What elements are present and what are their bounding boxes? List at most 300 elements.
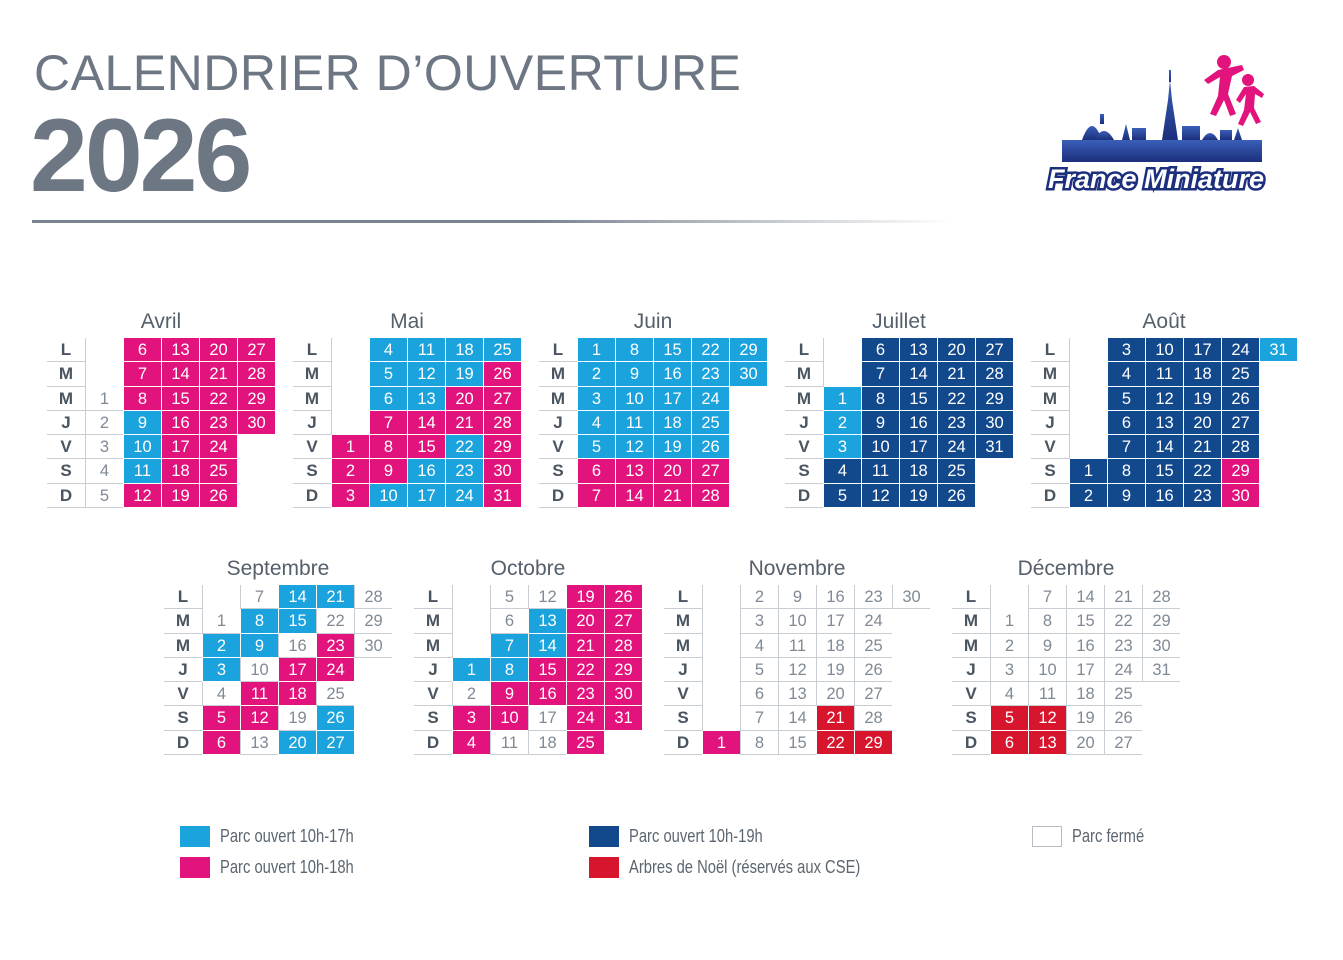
day-open-10h-18h: 24 [566, 706, 604, 730]
day-closed: 28 [1142, 585, 1180, 609]
weekday-row [664, 609, 930, 633]
weekday-row [164, 634, 392, 658]
day-closed: 30 [1142, 634, 1180, 658]
day-open-10h-18h: 9 [369, 459, 407, 483]
day-open-10h-19h: 11 [1145, 362, 1183, 386]
weekday-label: S [1031, 459, 1069, 483]
day-open-10h-17h: 11 [615, 411, 653, 435]
weekday-row [785, 387, 1013, 411]
month-grid [539, 338, 767, 508]
day-open-10h-17h: 2 [823, 411, 861, 435]
weekday-label: S [785, 459, 823, 483]
day-open-10h-18h: 30 [604, 682, 642, 706]
empty-cell [892, 634, 930, 658]
page-title: CALENDRIER D’OUVERTURE [34, 45, 742, 101]
day-open-10h-18h: 15 [161, 387, 199, 411]
weekday-label: D [664, 731, 702, 755]
day-closed: 19 [1066, 706, 1104, 730]
day-open-10h-18h: 21 [653, 484, 691, 508]
day-open-10h-19h: 24 [1221, 338, 1259, 362]
legend-item-10h-17h [180, 826, 383, 847]
weekday-row [47, 338, 275, 362]
day-open-10h-17h: 1 [577, 338, 615, 362]
day-closed: 11 [490, 731, 528, 755]
legend-swatch [589, 857, 619, 878]
day-open-10h-19h: 20 [1183, 411, 1221, 435]
day-open-10h-18h: 27 [604, 609, 642, 633]
day-open-10h-18h: 14 [615, 484, 653, 508]
day-open-10h-18h: 3 [331, 484, 369, 508]
day-open-10h-19h: 14 [1145, 435, 1183, 459]
day-open-10h-18h: 22 [566, 658, 604, 682]
day-open-10h-17h: 8 [490, 658, 528, 682]
day-closed: 10 [778, 609, 816, 633]
weekday-row [1031, 362, 1297, 386]
weekday-label: V [1031, 435, 1069, 459]
day-open-10h-19h: 7 [1107, 435, 1145, 459]
weekday-label: M [952, 609, 990, 633]
day-open-10h-18h: 3 [452, 706, 490, 730]
day-open-10h-17h: 11 [407, 338, 445, 362]
weekday-row [1031, 484, 1297, 508]
weekday-label: L [1031, 338, 1069, 362]
day-open-10h-19h: 21 [937, 362, 975, 386]
day-arbres-de-noel: 6 [990, 731, 1028, 755]
legend-label: Parc ouvert 10h-19h [629, 826, 763, 846]
weekday-row [293, 387, 521, 411]
weekday-label: L [952, 585, 990, 609]
day-closed: 18 [1066, 682, 1104, 706]
day-open-10h-18h: 7 [123, 362, 161, 386]
day-open-10h-19h: 19 [899, 484, 937, 508]
day-open-10h-17h: 23 [691, 362, 729, 386]
day-closed: 16 [816, 585, 854, 609]
legend-swatch [1032, 826, 1062, 847]
legend-item-10h-18h [180, 857, 383, 878]
day-open-10h-18h: 16 [161, 411, 199, 435]
day-open-10h-18h: 26 [483, 362, 521, 386]
day-open-10h-18h: 16 [528, 682, 566, 706]
legend-item-10h-19h [589, 826, 792, 847]
day-open-10h-18h: 25 [566, 731, 604, 755]
weekday-row [785, 411, 1013, 435]
empty-cell [702, 706, 740, 730]
weekday-row [414, 682, 642, 706]
weekday-label: S [47, 459, 85, 483]
day-open-10h-19h: 3 [1107, 338, 1145, 362]
weekday-label: V [164, 682, 202, 706]
day-open-10h-17h: 8 [240, 609, 278, 633]
day-open-10h-17h: 26 [316, 706, 354, 730]
weekday-label: M [293, 387, 331, 411]
month-grid [414, 585, 642, 755]
day-open-10h-17h: 17 [653, 387, 691, 411]
empty-cell [729, 459, 767, 483]
empty-cell [892, 658, 930, 682]
weekday-row [1031, 411, 1297, 435]
day-open-10h-17h: 6 [369, 387, 407, 411]
empty-cell [1259, 459, 1297, 483]
day-open-10h-18h: 29 [483, 435, 521, 459]
weekday-row [785, 484, 1013, 508]
day-open-10h-19h: 25 [937, 459, 975, 483]
day-open-10h-19h: 23 [937, 411, 975, 435]
calendar-year: 2026 [30, 98, 250, 214]
legend-label: Parc ouvert 10h-18h [220, 857, 354, 877]
day-open-10h-19h: 10 [1145, 338, 1183, 362]
day-closed: 3 [740, 609, 778, 633]
day-closed: 3 [990, 658, 1028, 682]
day-open-10h-17h: 19 [653, 435, 691, 459]
day-open-10h-19h: 17 [1183, 338, 1221, 362]
day-open-10h-19h: 2 [1069, 484, 1107, 508]
day-open-10h-18h: 24 [316, 658, 354, 682]
weekday-row [1031, 459, 1297, 483]
day-open-10h-19h: 15 [1145, 459, 1183, 483]
day-closed: 2 [740, 585, 778, 609]
day-closed: 21 [1104, 585, 1142, 609]
weekday-row [539, 435, 767, 459]
weekday-label: M [414, 634, 452, 658]
weekday-row [164, 706, 392, 730]
empty-cell [702, 682, 740, 706]
day-closed: 10 [1028, 658, 1066, 682]
day-open-10h-18h: 27 [483, 387, 521, 411]
empty-cell [237, 435, 275, 459]
day-closed: 10 [240, 658, 278, 682]
day-closed: 18 [816, 634, 854, 658]
day-open-10h-18h: 27 [237, 338, 275, 362]
day-open-10h-17h: 7 [490, 634, 528, 658]
weekday-row [47, 387, 275, 411]
day-open-10h-18h: 5 [202, 706, 240, 730]
day-open-10h-18h: 28 [483, 411, 521, 435]
day-open-10h-19h: 24 [937, 435, 975, 459]
month-grid [47, 338, 275, 508]
day-closed: 16 [1066, 634, 1104, 658]
weekday-row [785, 338, 1013, 362]
day-closed: 5 [85, 484, 123, 508]
day-open-10h-19h: 10 [861, 435, 899, 459]
weekday-label: L [414, 585, 452, 609]
weekday-row [47, 484, 275, 508]
day-open-10h-19h: 31 [975, 435, 1013, 459]
day-open-10h-19h: 5 [1107, 387, 1145, 411]
day-closed: 4 [85, 459, 123, 483]
day-open-10h-19h: 20 [937, 338, 975, 362]
day-closed: 8 [740, 731, 778, 755]
empty-cell [354, 706, 392, 730]
day-closed: 14 [1066, 585, 1104, 609]
logo-text: France Miniature [1047, 164, 1265, 194]
day-open-10h-17h: 10 [615, 387, 653, 411]
empty-cell [452, 585, 490, 609]
empty-cell [892, 609, 930, 633]
empty-cell [354, 658, 392, 682]
weekday-row [293, 435, 521, 459]
empty-cell [452, 634, 490, 658]
day-open-10h-19h: 22 [937, 387, 975, 411]
weekday-label: L [164, 585, 202, 609]
day-closed: 29 [1142, 609, 1180, 633]
day-open-10h-18h: 30 [1221, 484, 1259, 508]
day-open-10h-19h: 21 [1183, 435, 1221, 459]
day-open-10h-19h: 22 [1183, 459, 1221, 483]
day-open-10h-17h: 12 [615, 435, 653, 459]
day-open-10h-17h: 22 [445, 435, 483, 459]
day-closed: 3 [85, 435, 123, 459]
empty-cell [1259, 362, 1297, 386]
legend-swatch [180, 826, 210, 847]
day-open-10h-18h: 22 [199, 387, 237, 411]
weekday-label: J [952, 658, 990, 682]
day-open-10h-19h: 8 [861, 387, 899, 411]
day-closed: 15 [778, 731, 816, 755]
title-divider [32, 220, 952, 223]
weekday-row [952, 634, 1180, 658]
day-open-10h-18h: 31 [604, 706, 642, 730]
day-open-10h-19h: 23 [1183, 484, 1221, 508]
day-open-10h-17h: 17 [407, 484, 445, 508]
month-name: Avril [140, 310, 182, 333]
weekday-label: V [539, 435, 577, 459]
day-open-10h-18h: 23 [316, 634, 354, 658]
day-open-10h-18h: 6 [202, 731, 240, 755]
day-open-10h-19h: 19 [1183, 387, 1221, 411]
day-open-10h-18h: 26 [604, 585, 642, 609]
weekday-row [293, 362, 521, 386]
empty-cell [1142, 731, 1180, 755]
day-closed: 1 [202, 609, 240, 633]
weekday-row [164, 585, 392, 609]
month-grid [664, 585, 930, 755]
day-open-10h-19h: 13 [1145, 411, 1183, 435]
empty-cell [331, 411, 369, 435]
day-open-10h-19h: 8 [1107, 459, 1145, 483]
day-open-10h-17h: 2 [577, 362, 615, 386]
empty-cell [702, 609, 740, 633]
weekday-row [664, 731, 930, 755]
weekday-label: V [952, 682, 990, 706]
weekday-label: J [47, 411, 85, 435]
weekday-label: V [785, 435, 823, 459]
day-open-10h-19h: 16 [1145, 484, 1183, 508]
weekday-label: J [664, 658, 702, 682]
day-open-10h-18h: 23 [199, 411, 237, 435]
day-open-10h-17h: 15 [653, 338, 691, 362]
weekday-label: V [664, 682, 702, 706]
weekday-row [293, 411, 521, 435]
day-closed: 26 [1104, 706, 1142, 730]
month-name: Juin [633, 310, 673, 333]
weekday-row [785, 362, 1013, 386]
day-open-10h-17h: 27 [316, 731, 354, 755]
weekday-row [539, 411, 767, 435]
day-closed: 12 [528, 585, 566, 609]
day-open-10h-19h: 27 [1221, 411, 1259, 435]
day-open-10h-17h: 14 [528, 634, 566, 658]
empty-cell [452, 609, 490, 633]
weekday-row [664, 585, 930, 609]
weekday-row [293, 338, 521, 362]
day-closed: 2 [85, 411, 123, 435]
weekday-row [539, 362, 767, 386]
day-open-10h-18h: 20 [653, 459, 691, 483]
weekday-label: M [1031, 362, 1069, 386]
day-closed: 22 [1104, 609, 1142, 633]
day-open-10h-19h: 11 [861, 459, 899, 483]
day-closed: 13 [778, 682, 816, 706]
day-closed: 12 [778, 658, 816, 682]
day-closed: 25 [316, 682, 354, 706]
day-open-10h-18h: 20 [445, 387, 483, 411]
day-open-10h-17h: 9 [123, 411, 161, 435]
weekday-label: L [539, 338, 577, 362]
day-arbres-de-noel: 5 [990, 706, 1028, 730]
day-closed: 16 [278, 634, 316, 658]
weekday-label: M [539, 387, 577, 411]
weekday-label: L [785, 338, 823, 362]
day-closed: 4 [202, 682, 240, 706]
day-closed: 26 [854, 658, 892, 682]
weekday-row [47, 362, 275, 386]
weekday-label: S [414, 706, 452, 730]
day-open-10h-18h: 11 [240, 682, 278, 706]
weekday-row [1031, 387, 1297, 411]
month-name: Novembre [748, 557, 846, 580]
day-open-10h-18h: 14 [407, 411, 445, 435]
weekday-label: M [47, 362, 85, 386]
day-closed: 8 [1028, 609, 1066, 633]
day-open-10h-17h: 3 [202, 658, 240, 682]
day-open-10h-18h: 15 [407, 435, 445, 459]
day-open-10h-17h: 9 [240, 634, 278, 658]
month-name: Juillet [872, 310, 926, 333]
day-open-10h-17h: 5 [369, 362, 407, 386]
weekday-label: L [293, 338, 331, 362]
weekday-label: M [785, 362, 823, 386]
empty-cell [729, 387, 767, 411]
weekday-row [47, 435, 275, 459]
weekday-row [414, 585, 642, 609]
weekday-row [414, 731, 642, 755]
day-closed: 19 [816, 658, 854, 682]
day-open-10h-19h: 30 [975, 411, 1013, 435]
day-open-10h-18h: 19 [566, 585, 604, 609]
day-open-10h-19h: 4 [1107, 362, 1145, 386]
empty-cell [892, 706, 930, 730]
empty-cell [1069, 387, 1107, 411]
month-grid [293, 338, 521, 508]
weekday-row [952, 585, 1180, 609]
day-open-10h-19h: 18 [899, 459, 937, 483]
day-open-10h-19h: 5 [823, 484, 861, 508]
day-open-10h-18h: 17 [161, 435, 199, 459]
day-open-10h-17h: 30 [729, 362, 767, 386]
day-open-10h-18h: 29 [237, 387, 275, 411]
legend-item-parc-ferme [1032, 826, 1160, 847]
month-name: Mai [390, 310, 424, 333]
weekday-row [952, 706, 1180, 730]
day-closed: 17 [816, 609, 854, 633]
empty-cell [975, 459, 1013, 483]
day-open-10h-18h: 26 [199, 484, 237, 508]
day-open-10h-18h: 4 [452, 731, 490, 755]
empty-cell [85, 362, 123, 386]
day-open-10h-18h: 10 [490, 706, 528, 730]
weekday-label: J [293, 411, 331, 435]
day-open-10h-18h: 25 [199, 459, 237, 483]
legend-label: Parc fermé [1072, 826, 1145, 846]
day-open-10h-18h: 12 [240, 706, 278, 730]
day-open-10h-19h: 28 [975, 362, 1013, 386]
day-open-10h-19h: 15 [899, 387, 937, 411]
weekday-row [664, 706, 930, 730]
weekday-row [952, 731, 1180, 755]
weekday-label: D [952, 731, 990, 755]
weekday-label: J [414, 658, 452, 682]
empty-cell [1259, 387, 1297, 411]
day-open-10h-18h: 1 [702, 731, 740, 755]
weekday-label: D [47, 484, 85, 508]
weekday-row [164, 731, 392, 755]
weekday-row [539, 459, 767, 483]
day-open-10h-18h: 1 [331, 435, 369, 459]
day-open-10h-17h: 13 [528, 609, 566, 633]
day-open-10h-17h: 9 [615, 362, 653, 386]
day-open-10h-19h: 25 [1221, 362, 1259, 386]
day-open-10h-18h: 15 [528, 658, 566, 682]
day-open-10h-18h: 17 [278, 658, 316, 682]
day-open-10h-17h: 16 [407, 459, 445, 483]
day-closed: 11 [1028, 682, 1066, 706]
weekday-row [47, 459, 275, 483]
legend-item-arbres-de-noel [589, 857, 911, 878]
weekday-label: L [47, 338, 85, 362]
empty-cell [354, 682, 392, 706]
weekday-label: M [293, 362, 331, 386]
day-open-10h-18h: 18 [278, 682, 316, 706]
day-open-10h-17h: 3 [577, 387, 615, 411]
empty-cell [331, 362, 369, 386]
day-open-10h-18h: 27 [691, 459, 729, 483]
day-open-10h-18h: 8 [123, 387, 161, 411]
empty-cell [823, 338, 861, 362]
day-open-10h-17h: 8 [615, 338, 653, 362]
empty-cell [202, 585, 240, 609]
day-closed: 4 [990, 682, 1028, 706]
day-closed: 9 [1028, 634, 1066, 658]
weekday-label: D [1031, 484, 1069, 508]
weekday-row [414, 634, 642, 658]
weekday-label: D [164, 731, 202, 755]
weekday-row [785, 459, 1013, 483]
day-closed: 24 [1104, 658, 1142, 682]
day-open-10h-17h: 4 [369, 338, 407, 362]
month-grid [1031, 338, 1297, 508]
day-open-10h-17h: 19 [445, 362, 483, 386]
day-open-10h-17h: 2 [202, 634, 240, 658]
weekday-label: J [164, 658, 202, 682]
day-open-10h-19h: 4 [823, 459, 861, 483]
weekday-row [164, 658, 392, 682]
day-arbres-de-noel: 21 [816, 706, 854, 730]
weekday-label: V [47, 435, 85, 459]
day-open-10h-19h: 7 [861, 362, 899, 386]
day-open-10h-18h: 19 [161, 484, 199, 508]
day-closed: 25 [1104, 682, 1142, 706]
day-closed: 24 [854, 609, 892, 633]
